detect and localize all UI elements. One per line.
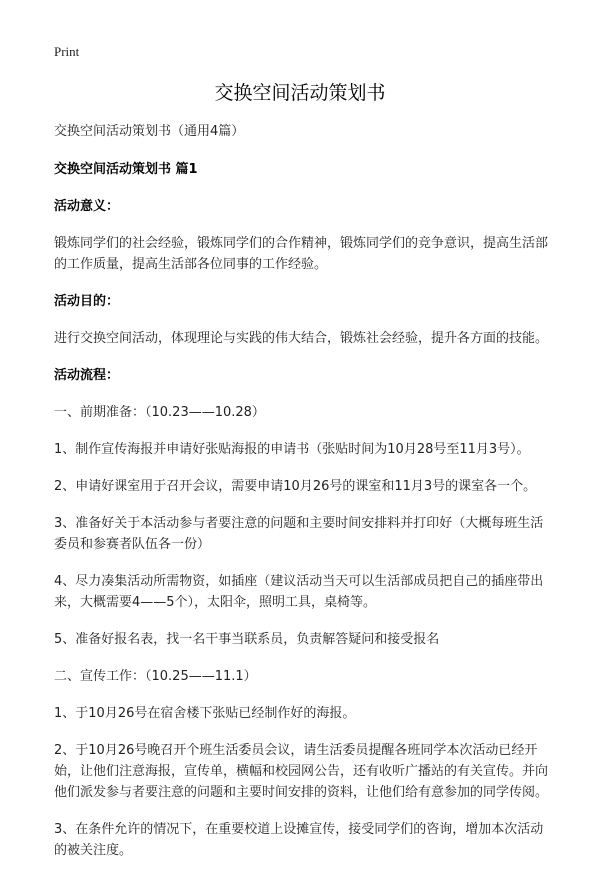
section-heading: 活动目的： xyxy=(54,294,120,309)
section-heading: 活动流程： xyxy=(54,368,120,383)
document-body xyxy=(54,121,554,877)
body-paragraph: 2、于10月26号晚召开个班生活委员会议，请生活委员提醒各班同学本次活动已经开始，让他们注意海报，宣传单，横幅和校园网公告，还有收听广播站的有关宣传。并向他们派发参与者要注意的问题和主要时间安排的资料，让他们给有意参加的同学传阅。 xyxy=(54,743,549,800)
section-heading: 交换空间活动策划书 篇1 xyxy=(54,162,198,177)
body-paragraph: 4、尽力凑集活动所需物资，如插座（建议活动当天可以生活部成员把自己的插座带出来，大概需要4——5个），太阳伞，照明工具，桌椅等。 xyxy=(54,574,544,610)
body-paragraph: 5、准备好报名表，找一名干事当联系员，负责解答疑问和接受报名 xyxy=(54,632,440,647)
body-paragraph: 一、前期准备：（10.23——10.28） xyxy=(54,405,265,420)
body-paragraph: 3、准备好关于本活动参与者要注意的问题和主要时间安排料并打印好（大概每班生活委员和参赛者队伍各一份） xyxy=(54,516,544,552)
body-paragraph: 进行交换空间活动，体现理论与实践的伟大结合，锻炼社会经验，提升各方面的技能。 xyxy=(54,331,549,346)
body-paragraph: 1、制作宣传海报并申请好张贴海报的申请书（张贴时间为10月28号至11月3号）。 xyxy=(54,442,530,457)
document-title: 交换空间活动策划书 xyxy=(214,82,386,104)
body-paragraph: 锻炼同学们的社会经验，锻炼同学们的合作精神，锻炼同学们的竞争意识，提高生活部的工作质量，提高生活部各位同事的工作经验。 xyxy=(54,236,549,272)
body-paragraph: 1、于10月26号在宿舍楼下张贴已经制作好的海报。 xyxy=(54,706,356,721)
document-subtitle: 交换空间活动策划书（通用4篇） xyxy=(54,124,245,139)
body-paragraph: 2、申请好课室用于召开会议，需要申请10月26号的课室和11月3号的课室各一个。 xyxy=(54,479,537,494)
body-paragraph: 3、在条件允许的情况下，在重要校道上设摊宣传，接受同学们的咨询，增加本次活动的被关注度。 xyxy=(54,822,544,858)
section-heading: 活动意义： xyxy=(54,199,120,214)
print-link[interactable]: Print xyxy=(54,44,80,59)
body-paragraph: 二、宣传工作：（10.25——11.1） xyxy=(54,669,257,684)
